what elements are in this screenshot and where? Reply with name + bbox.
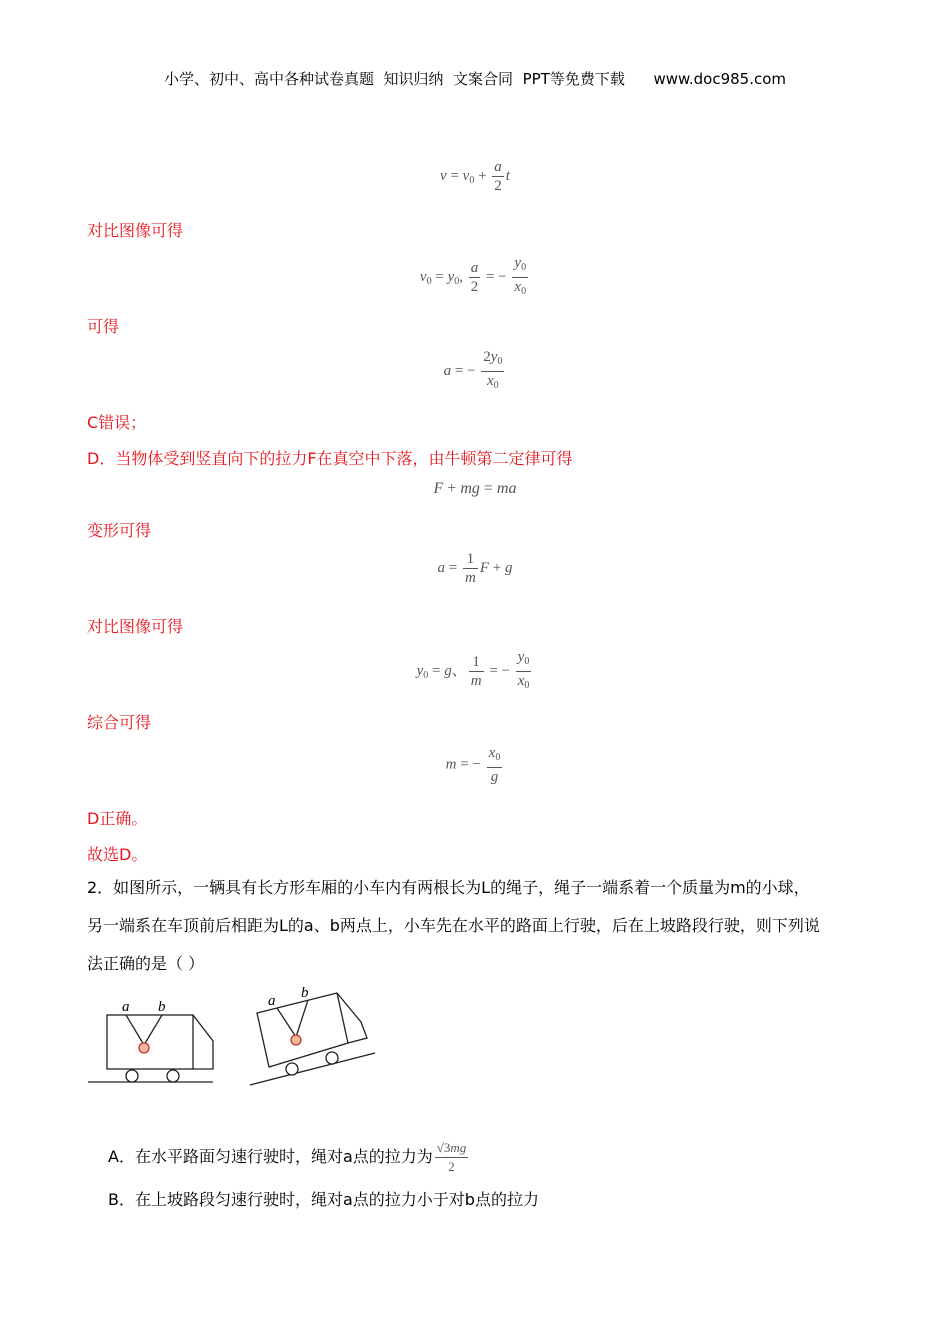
- text-transform: 变形可得: [87, 521, 152, 540]
- equation-compare-2: $y_0 = g$、 $\frac{1}{m}$ = − $\frac{y_0}{x_0}$: [416, 649, 530, 691]
- slope-rope-a: [277, 1008, 296, 1037]
- page-header: 小学、初中、高中各种试卷真题 知识归纳 文案合同 PPT等免费下载 www.doc985.com: [163, 70, 787, 88]
- option-a-text: A．在水平路面匀速行驶时，绳对a点的拉力为: [108, 1147, 433, 1166]
- text-result-1: 可得: [87, 317, 120, 336]
- slope-wheel-front: [326, 1052, 338, 1064]
- equation-mass: m = − $\frac{x_0}{g}$: [445, 745, 501, 785]
- flat-rope-a: [126, 1015, 144, 1045]
- equation-compare-1: $v_0 = y_0$, $\frac{a}{2}$ = − $\frac{y_0}{x_0}$: [419, 255, 527, 297]
- flat-label-a: a: [122, 999, 130, 1015]
- text-compare-graph-1: 对比图像可得: [87, 221, 184, 240]
- flat-label-b: b: [158, 999, 166, 1015]
- option-a: [108, 1139, 470, 1176]
- text-combine: 综合可得: [87, 713, 152, 732]
- slope-label-b: b: [301, 985, 309, 1001]
- flat-cart-cab: [193, 1015, 213, 1069]
- slope-wheel-rear: [286, 1063, 298, 1075]
- text-answer: 故选D。: [87, 845, 148, 864]
- slope-ground: [250, 1053, 375, 1085]
- text-c-wrong: C错误；: [87, 413, 147, 432]
- option-a-formula: $\frac{√3mg}{2}$: [436, 1140, 467, 1174]
- slope-cart-cab: [337, 993, 367, 1043]
- flat-wheel-front: [167, 1070, 179, 1082]
- flat-cart: [88, 1015, 213, 1082]
- text-compare-graph-2: 对比图像可得: [87, 617, 184, 636]
- option-b: B．在上坡路段匀速行驶时，绳对a点的拉力小于对b点的拉力: [108, 1190, 539, 1209]
- equation-acceleration: a = − $\frac{2y_0}{x_0}$: [443, 349, 503, 391]
- equation-newton: F + mg = ma: [433, 480, 517, 497]
- text-option-d-analysis: D．当物体受到竖直向下的拉力F在真空中下落，由牛顿第二定律可得: [87, 449, 573, 468]
- cart-figure: [80, 985, 390, 1095]
- flat-wheel-rear: [126, 1070, 138, 1082]
- slope-ball: [291, 1035, 301, 1045]
- flat-rope-b: [144, 1015, 162, 1045]
- question-2-line-2: 另一端系在车顶前后相距为L的a、b两点上，小车先在水平的路面上行驶，后在上坡路段行驶，则下列说: [87, 916, 820, 935]
- question-2-line-1: 2．如图所示，一辆具有长方形车厢的小车内有两根长为L的绳子，绳子一端系着一个质量为m的小球，: [87, 878, 810, 897]
- slope-rope-b: [296, 1000, 308, 1037]
- slope-label-a: a: [268, 993, 276, 1009]
- text-d-correct: D正确。: [87, 809, 148, 828]
- question-2-line-3: 法正确的是（ ）: [87, 954, 205, 973]
- equation-transformed: a = $\frac{1}{m}$ F + g: [437, 551, 513, 586]
- flat-cart-body: [107, 1015, 193, 1069]
- equation-velocity: $v = v_0$ + $\frac{a}{2}$ t: [440, 159, 510, 194]
- flat-ball: [139, 1043, 149, 1053]
